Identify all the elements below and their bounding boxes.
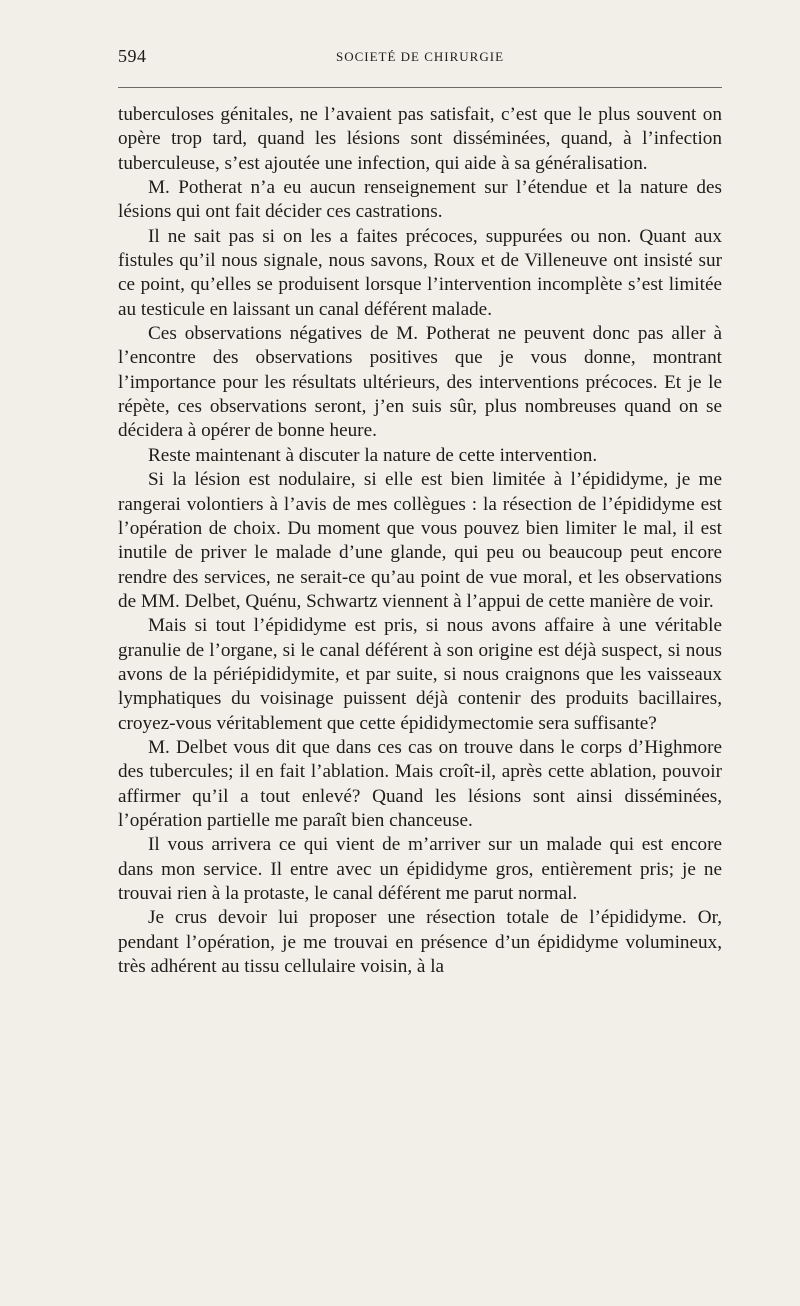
body-text [118,103,722,979]
paragraph-9: Il vous arrivera ce qui vient de m’arriver sur un malade qui est encore dans mon service. Il entre avec un épididyme gros, entièrement pris; je ne trouvai rien à la protaste, le canal déférent me parut normal. [118,834,722,904]
paragraph-8: M. Delbet vous dit que dans ces cas on trouve dans le corps d’Highmore des tubercules; il en fait l’ablation. Mais croît-il, après cette ablation, pouvoir affirmer qu’il a tout enlevé? Quand les lésions sont ainsi disséminées, l’opération partielle me paraît bien chanceuse. [118,736,722,831]
paragraph-10: Je crus devoir lui proposer une résection totale de l’épididyme. Or, pendant l’opération, je me trouvai en présence d’un épididyme volumineux, très adhérent au tissu cellulaire voisin, à la [118,907,722,978]
paragraph-5: Reste maintenant à discuter la nature de cette intervention. [148,444,598,466]
paragraph-1: tuberculoses génitales, ne l’avaient pas satisfait, c’est que le plus souvent on opère trop tard, quand les lésions sont disséminées, quand, à l’infection tuberculeuse, s’est ajoutée une infection, qui aide à sa généralisation. [118,104,722,174]
header-rule [118,87,722,88]
page-header [118,46,722,72]
page-number: 594 [118,46,147,66]
paragraph-3: Il ne sait pas si on les a faites précoces, suppurées ou non. Quant aux fistules qu’il nous signale, nous savons, Roux et de Villeneuve ont insisté sur ce point, qu’elles se produisent lorsque l’intervention incomplète s’est limitée au testicule en laissant un canal déférent malade. [118,225,722,320]
running-head: SOCIETÉ DE CHIRURGIE [335,49,505,64]
paragraph-6: Si la lésion est nodulaire, si elle est bien limitée à l’épididyme, je me rangerai volontiers à l’avis de mes collègues : la résection de l’épididyme est l’opération de choix. Du moment que vous pouvez bien limiter le mal, il est inutile de priver le malade d’une glande, qui peu ou beaucoup peut encore rendre des services, ne serait-ce qu’au point de vue moral, et les observations de MM. Delbet, Quénu, Schwartz viennent à l’appui de cette manière de voir. [118,469,722,612]
paragraph-4: Ces observations négatives de M. Potherat ne peuvent donc pas aller à l’encontre des observations positives que je vous donne, montrant l’importance pour les résultats ultérieurs, des interventions précoces. Et je le répète, ces observations seront, j’en suis sûr, plus nombreuses quand on se décidera à opérer de bonne heure. [118,323,722,442]
paragraph-2: M. Potherat n’a eu aucun renseignement sur l’étendue et la nature des lésions qui ont fait décider ces castrations. [118,177,722,223]
paragraph-7: Mais si tout l’épididyme est pris, si nous avons affaire à une véritable granulie de l’organe, si le canal déférent à son origine est déjà suspect, si nous avons de la périépididymite, et par suite, si nous craignons que les vaisseaux lymphatiques du voisinage puissent déjà contenir des produits bacillaires, croyez-vous véritablement que cette épididymectomie sera suffisante? [118,615,722,734]
